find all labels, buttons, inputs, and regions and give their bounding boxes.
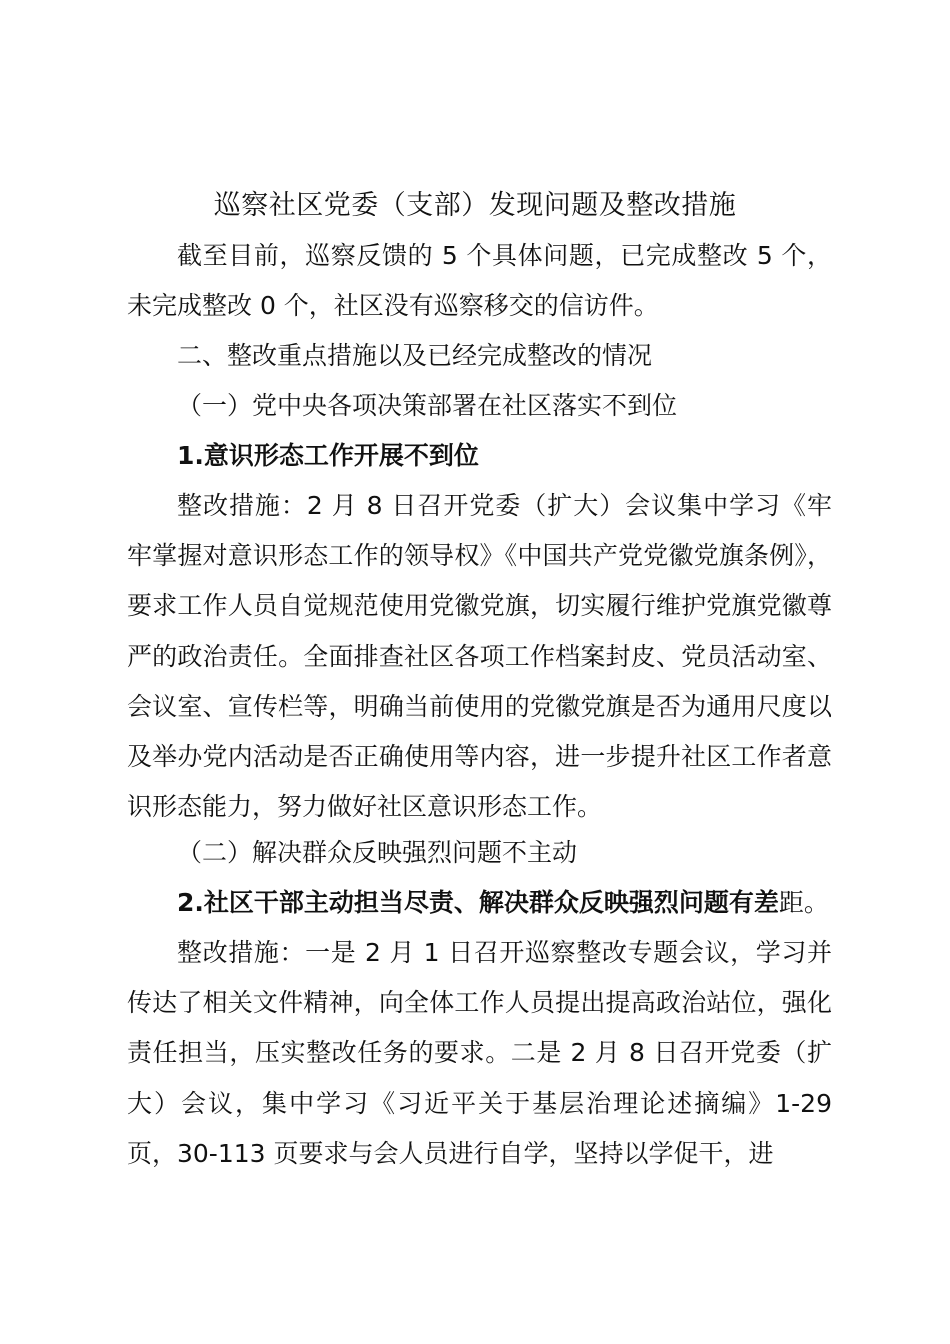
item-body-2: 整改措施：一是 2 月 1 日召开巡察整改专题会议，学习并传达了相关文件精神，向全体工作人员提出提高政治站位，强化责任担当，压实整改任务的要求。二是 2 月 8 日召开党委（扩大）会议，集中学习《习近平关于基层治理论述摘编》1-29 页，30-113 页要求与会人员进行自学，坚持以学促干，进	[127, 938, 832, 1168]
subsection-heading-2: （二）解决群众反映强烈问题不主动	[177, 838, 578, 867]
section-heading: 二、整改重点措施以及已经完成整改的情况	[177, 341, 653, 370]
subsection-heading-1: （一）党中央各项决策部署在社区落实不到位	[177, 391, 678, 420]
intro-paragraph: 截至目前，巡察反馈的 5 个具体问题，已完成整改 5 个，未完成整改 0 个，社区没有巡察移交的信访件。	[127, 241, 832, 321]
document-title: 巡察社区党委（支部）发现问题及整改措施	[213, 190, 737, 221]
item-heading-2-tail: 距。	[778, 888, 829, 917]
item-body-1: 整改措施：2 月 8 日召开党委（扩大）会议集中学习《牢牢掌握对意识形态工作的领导权》《中国共产党党徽党旗条例》，要求工作人员自觉规范使用党徽党旗，切实履行维护党旗党徽尊严的政治责任。全面排查社区各项工作档案封皮、党员活动室、会议室、宣传栏等，明确当前使用的党徽党旗是否为通用尺度以及举办党内活动是否正确使用等内容，进一步提升社区工作者意识形态能力，努力做好社区意识形态工作。	[127, 491, 832, 822]
item-heading-2	[127, 878, 832, 928]
item-heading-2-bold: 2.社区干部主动担当尽责、解决群众反映强烈问题有差	[177, 888, 779, 917]
item-heading-1: 1.意识形态工作开展不到位	[177, 441, 479, 470]
